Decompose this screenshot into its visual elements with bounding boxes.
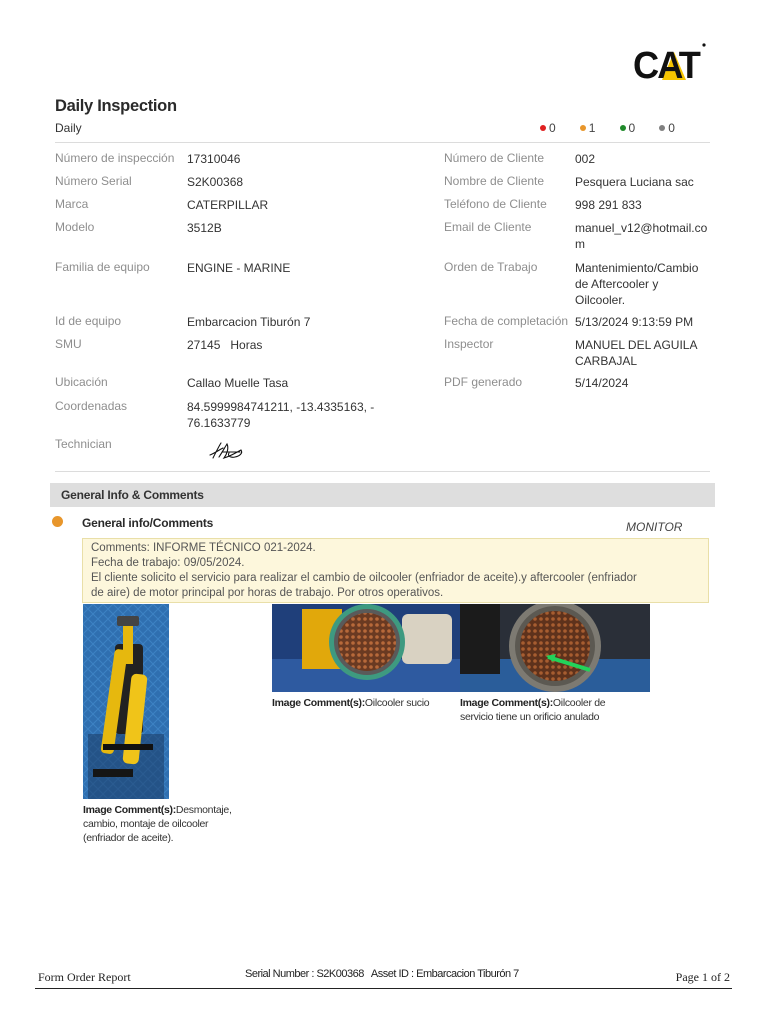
caption-label: Image Comment(s): (83, 804, 176, 816)
photo-oilcooler-removal[interactable] (83, 604, 169, 799)
label-modelo: Modelo (55, 220, 95, 234)
caption-label: Image Comment(s): (272, 697, 365, 709)
photo-dirty-oilcooler[interactable] (272, 604, 460, 692)
caption-photo-2 (272, 696, 462, 710)
section-header (50, 483, 715, 507)
count-gray-value: 0 (668, 121, 675, 135)
caption-text: Desmontaje, (175, 804, 232, 816)
value-familia: ENGINE - MARINE (187, 261, 291, 275)
footer-divider (35, 988, 732, 989)
value-email-line2: m (575, 237, 585, 251)
value-nombre-cliente: Pesquera Luciana sac (575, 175, 694, 189)
orange-dot-icon (580, 125, 586, 131)
caption-text: cambio, montaje de oilcooler (83, 818, 209, 830)
label-numero-serial: Número Serial (55, 174, 132, 188)
caption-text: (enfriador de aceite). (83, 832, 174, 844)
label-email-cliente: Email de Cliente (444, 220, 532, 234)
cat-logo (633, 40, 707, 82)
label-ubicacion: Ubicación (55, 375, 108, 389)
label-inspector: Inspector (444, 337, 494, 351)
comment-line: Fecha de trabajo: 09/05/2024. (91, 557, 245, 569)
label-numero-cliente: Número de Cliente (444, 151, 545, 165)
value-inspector-line1: MANUEL DEL AGUILA (575, 338, 698, 352)
value-telefono-cliente: 998 291 833 (575, 198, 642, 212)
count-orange-value: 1 (588, 121, 596, 135)
count-orange (580, 121, 596, 135)
cat-logo-text: CAT (633, 45, 701, 82)
count-red-value: 0 (549, 121, 556, 135)
value-fecha-completacion: 5/13/2024 9:13:59 PM (575, 315, 694, 329)
section-title: General Info & Comments (61, 488, 204, 502)
comment-line: Comments: INFORME TÉCNICO 021-2024. (91, 542, 316, 554)
label-pdf-generado: PDF generado (444, 375, 523, 389)
value-numero-serial: S2K00368 (187, 175, 244, 189)
caption-text: Oilcooler sucio (364, 697, 430, 709)
caption-photo-3 (460, 696, 650, 724)
label-technician: Technician (55, 437, 112, 451)
value-numero-inspeccion: 17310046 (187, 152, 241, 166)
label-marca: Marca (55, 197, 89, 211)
count-green (620, 121, 636, 135)
value-email-line1: manuel_v12@hotmail.co (575, 221, 708, 235)
green-dot-icon (620, 125, 626, 131)
value-modelo: 3512B (187, 221, 222, 235)
label-coordenadas: Coordenadas (55, 399, 128, 413)
footer-serial-asset: Serial Number : S2K00368 Asset ID : Embarcacion Tiburón 7 (245, 968, 519, 980)
technician-signature (207, 440, 247, 462)
item-title: General info/Comments (82, 516, 214, 530)
comment-box (82, 538, 709, 603)
label-nombre-cliente: Nombre de Cliente (444, 174, 545, 188)
gray-dot-icon (659, 125, 665, 131)
label-familia: Familia de equipo (55, 260, 150, 274)
value-id-equipo: Embarcacion Tiburón 7 (187, 315, 311, 329)
value-marca: CATERPILLAR (187, 198, 269, 212)
label-id-equipo: Id de equipo (55, 314, 122, 328)
count-red (540, 121, 556, 135)
caption-label: Image Comment(s): (460, 697, 553, 709)
value-pdf-generado: 5/14/2024 (575, 376, 629, 390)
label-telefono-cliente: Teléfono de Cliente (444, 197, 547, 211)
status-counts (540, 121, 675, 135)
value-orden-line2: de Aftercooler y (575, 277, 659, 291)
caption-text: servicio tiene un orificio anulado (460, 711, 600, 723)
label-smu: SMU (55, 337, 82, 351)
value-coordenadas-line2: 76.1633779 (187, 416, 251, 430)
label-numero-inspeccion: Número de inspección (55, 151, 175, 165)
comment-line: El cliente solicito el servicio para realizar el cambio de oilcooler (enfriador de aceite).y aftercooler (enfriador (91, 572, 637, 584)
monitor-status-icon (52, 516, 63, 527)
page-title: Daily Inspection (55, 97, 177, 115)
value-ubicacion: Callao Muelle Tasa (187, 376, 289, 390)
value-orden-line3: Oilcooler. (575, 293, 626, 307)
count-gray (659, 121, 675, 135)
caption-text: Oilcooler de (552, 697, 606, 709)
caption-photo-1 (83, 803, 258, 845)
value-numero-cliente: 002 (575, 152, 596, 166)
divider-fields (55, 471, 710, 472)
footer-page-number: Page 1 of 2 (675, 970, 730, 984)
value-coordenadas-line1: 84.5999984741211, -13.4335163, - (187, 400, 375, 414)
label-orden-trabajo: Orden de Trabajo (444, 260, 538, 274)
page-subtitle: Daily (55, 121, 82, 135)
count-green-value: 0 (628, 121, 636, 135)
comment-line: de aire) de motor principal por horas de trabajo. Por otros operativos. (91, 587, 444, 599)
status-label: MONITOR (626, 520, 683, 534)
divider-top (55, 142, 710, 143)
footer-report-name: Form Order Report (38, 970, 131, 984)
red-dot-icon (540, 125, 546, 131)
label-fecha-completacion: Fecha de completación (444, 314, 569, 328)
value-orden-line1: Mantenimiento/Cambio (575, 261, 699, 275)
value-smu: 27145 Horas (187, 338, 263, 352)
photo-oilcooler-hole[interactable] (460, 604, 650, 692)
value-inspector-line2: CARBAJAL (575, 354, 638, 368)
